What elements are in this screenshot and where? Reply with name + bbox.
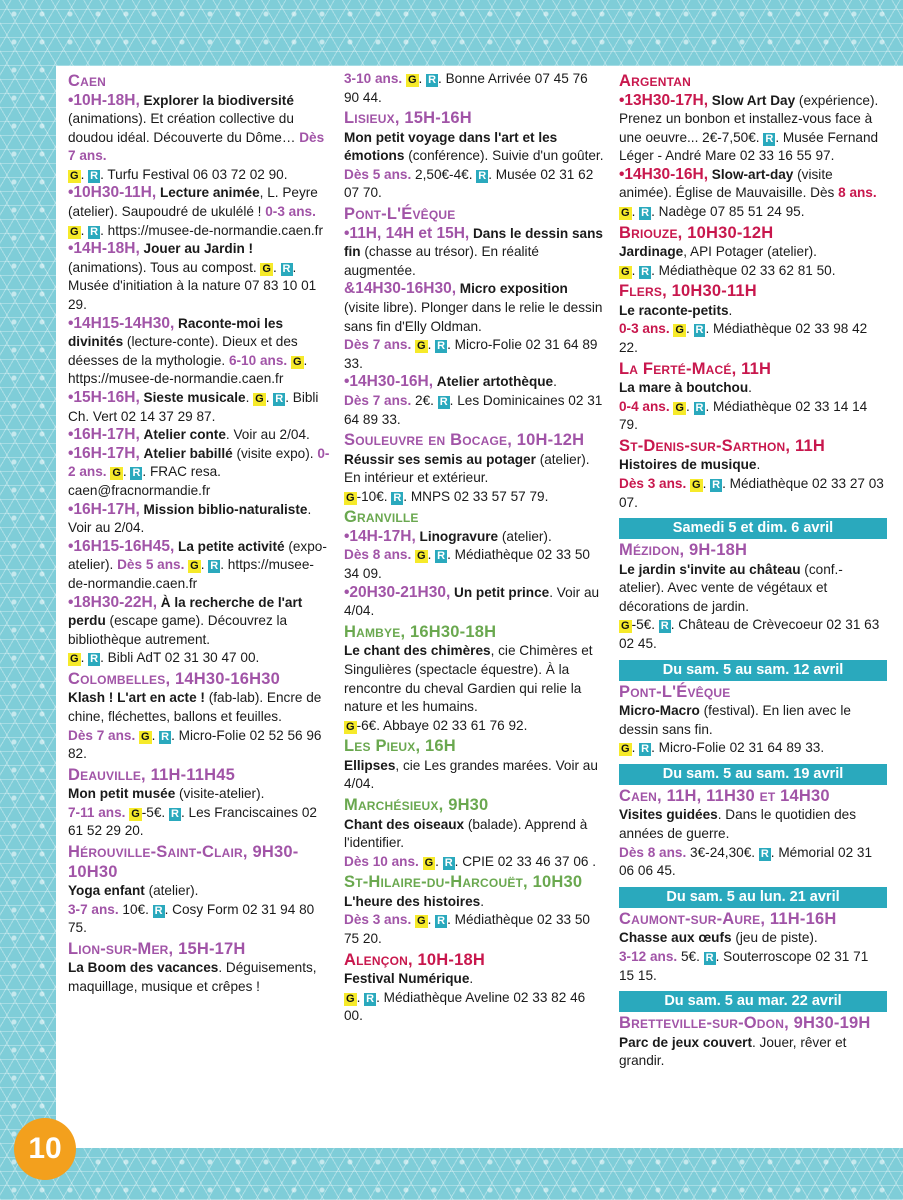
city-heading: Souleuvre en Bocage, 10H-12H [344, 431, 585, 450]
gouter-icon: G [621, 743, 630, 756]
gouter-icon: G [417, 915, 426, 928]
reservation-icon: R [437, 915, 446, 928]
page-content [56, 66, 903, 1148]
reservation-icon: R [444, 856, 453, 869]
event-entry: Histoires de musique. Dès 3 ans. G . R . Médiathèque 02 33 27 03 07. [619, 457, 884, 510]
event-entry: Parc de jeux couvert. Jouer, rêver et grandir. [619, 1034, 847, 1069]
event-entry: Mon petit musée (visite-atelier). 7-11 ans. G -5€. R . Les Franciscaines 02 61 52 29 20. [68, 786, 317, 839]
gouter-icon: G [190, 560, 199, 573]
reservation-icon: R [90, 169, 99, 182]
city-heading: Briouze, 10H30-12H [619, 223, 774, 242]
city-heading: Alençon, 10H-18H [344, 950, 485, 969]
event-entry: Chasse aux œufs (jeu de piste). 3-12 ans. 5€. R . Souterroscope 02 31 71 15 15. [619, 930, 869, 983]
gouter-icon: G [675, 401, 684, 414]
reservation-icon: R [90, 225, 99, 238]
reservation-icon: R [439, 395, 448, 408]
event-entry: •10H-18H, Explorer la biodiversité (animations). Et création collective du doudou idéal. Découverte du Dôme… Dès 7 ans. G . R . Turfu Festival 06 03 72 02 90. [68, 91, 325, 182]
city-heading: Hérouville-Saint-Clair, 9H30-10H30 [68, 843, 299, 881]
gouter-icon: G [141, 730, 150, 743]
city-heading: St-Denis-sur-Sarthon, 11H [619, 436, 825, 455]
reservation-icon: R [132, 467, 141, 480]
gouter-icon: G [70, 225, 79, 238]
event-entry: •10H30-11H, Lecture animée, L. Peyre (atelier). Saupoudré de ukulélé ! 0-3 ans. G . R . https://musee-de-normandie.caen.fr [68, 184, 323, 238]
reservation-icon: R [695, 324, 704, 337]
gouter-icon: G [424, 856, 434, 869]
event-entry: Mon petit voyage dans l'art et les émotions (conférence). Suivie d'un goûter. Dès 5 ans. 2,50€-4€. R . Musée 02 31 62 07 70. [344, 129, 604, 201]
reservation-icon: R [161, 730, 170, 743]
event-entry: •16H-17H, Mission biblio-naturaliste. Voir au 2/04. [68, 500, 312, 536]
gouter-icon: G [292, 355, 302, 368]
gouter-icon: G [621, 207, 630, 220]
city-heading: Mézidon, 9H-18H [619, 541, 748, 560]
reservation-icon: R [366, 992, 375, 1005]
date-banner: Samedi 5 et dim. 6 avril [619, 518, 887, 539]
reservation-icon: R [90, 653, 99, 666]
event-entry: &14H30-16H30, Micro exposition (visite libre). Plonger dans le relie le dessin sans fin d'Elly Oldman. Dès 7 ans. G . R . Micro-Folie 02 31 64 89 33. [344, 280, 603, 371]
reservation-icon: R [210, 560, 219, 573]
reservation-icon: R [660, 620, 669, 633]
city-heading: Argentan [619, 72, 691, 90]
city-heading: Granville [344, 508, 419, 527]
event-entry: •13H30-17H, Slow Art Day (expérience). Prenez un bonbon et installez-vous face à une oeuvre... 2€-7,50€. R . Musée Fernand Léger - André Mare 02 33 16 55 97. [619, 91, 879, 164]
event-entry: Le jardin s'invite au château (conf.-atelier). Avec vente de végétaux et décorations de jardin. G -5€. R . Château de Crèvecoeur 02 31 63 02 45. [619, 561, 880, 652]
gouter-icon: G [346, 992, 355, 1005]
city-heading: Caumont-sur-Aure, 11H-16H [619, 909, 837, 928]
date-banner: Du sam. 5 au lun. 21 avril [619, 887, 887, 908]
reservation-icon: R [695, 401, 704, 414]
event-entry: Visites guidées. Dans le quotidien des années de guerre. Dès 8 ans. 3€-24,30€. R . Mémorial 02 31 06 06 45. [619, 807, 873, 879]
event-entry: •14H-17H, Linogravure (atelier). Dès 8 ans. G . R . Médiathèque 02 33 50 34 09. [344, 527, 590, 582]
gouter-icon: G [346, 491, 355, 504]
event-entry: •11H, 14H et 15H, Dans le dessin sans fin (chasse au trésor). En réalité augmentée. [344, 224, 603, 278]
gouter-icon: G [255, 393, 264, 405]
page-number: 10 [14, 1118, 76, 1180]
gouter-icon: G [621, 620, 630, 633]
event-entry: Klash ! L'art en acte ! (fab-lab). Encre de chine, fléchettes, ballons et feuilles. Dès 7 ans. G . R . Micro-Folie 02 52 56 96 82. [68, 690, 322, 762]
reservation-icon: R [478, 169, 487, 182]
date-banner: Du sam. 5 au mar. 22 avril [619, 991, 887, 1012]
reservation-icon: R [705, 951, 714, 964]
reservation-icon: R [712, 479, 721, 491]
gouter-icon: G [346, 720, 355, 733]
city-heading: Lisieux, 15H-16H [344, 109, 472, 128]
reservation-icon: R [437, 550, 446, 563]
event-entry: Le chant des chimères, cie Chimères et Singulières (spectacle équestre). À la rencontre du cheval Gardien qui relie la nature et les humains. G -6€. Abbaye 02 33 61 76 92. [344, 643, 593, 733]
gouter-icon: G [131, 807, 140, 820]
reservation-icon: R [275, 393, 284, 405]
event-entry: •18H30-22H, À la recherche de l'art perdu (escape game). Découvrez la bibliothèque autrement. G . R . Bibli AdT 02 31 30 47 00. [68, 593, 303, 666]
event-entry: •15H-16H, Sieste musicale. G . R . Bibli Ch. Vert 02 14 37 29 87. [68, 389, 319, 424]
gouter-icon: G [675, 324, 684, 337]
gouter-icon: G [262, 262, 271, 275]
event-entry: L'heure des histoires. Dès 3 ans. G . R . Médiathèque 02 33 50 75 20. [344, 893, 590, 946]
reservation-icon: R [428, 74, 437, 86]
event-entry: Ellipses, cie Les grandes marées. Voir au 4/04. [344, 757, 598, 792]
gouter-icon: G [70, 169, 79, 182]
city-heading: Flers, 10H30-11H [619, 282, 757, 301]
event-entry: •14H30-16H, Slow-art-day (visite animée). Église de Mauvaisille. Dès 8 ans. G . R . Nadège 07 85 51 24 95. [619, 165, 877, 220]
reservation-icon: R [437, 340, 446, 353]
event-entry: •16H-17H, Atelier babillé (visite expo). 0-2 ans. G . R . FRAC resa. caen@fracnormandie.fr [68, 444, 330, 498]
reservation-icon: R [641, 743, 650, 756]
city-heading: Pont-L'Évêque [344, 205, 456, 224]
gouter-icon: G [70, 653, 79, 666]
reservation-icon: R [154, 904, 163, 917]
reservation-icon: R [760, 847, 769, 860]
reservation-icon: R [282, 262, 291, 275]
city-heading: Caen, 11H, 11H30 et 14H30 [619, 786, 830, 805]
city-heading: Marchésieux, 9H30 [344, 796, 489, 814]
event-entry: Réussir ses semis au potager (atelier). En intérieur et extérieur. G -10€. R . MNPS 02 33 57 57 79. [344, 451, 590, 504]
reservation-icon: R [765, 132, 774, 145]
event-entry: Micro-Macro (festival). En lien avec le dessin sans fin. G . R . Micro-Folie 02 31 64 89 33. [619, 703, 851, 756]
event-entry: •16H-17H, Atelier conte. Voir au 2/04. [68, 426, 310, 444]
city-heading: Bretteville-sur-Odon, 9H30-19H [619, 1014, 871, 1033]
gouter-icon: G [407, 74, 417, 86]
date-banner: Du sam. 5 au sam. 19 avril [619, 764, 887, 785]
event-entry: Jardinage, API Potager (atelier). G . R . Médiathèque 02 33 62 81 50. [619, 244, 836, 278]
gouter-icon: G [621, 265, 630, 278]
gouter-icon: G [112, 467, 121, 480]
city-heading: Colombelles, 14H30-16H30 [68, 669, 280, 688]
city-heading: Caen [68, 72, 107, 90]
event-entry: La Boom des vacances. Déguisements, maquillage, musique et crêpes ! [68, 960, 317, 994]
event-entry: •16H15-16H45, La petite activité (expo-atelier). Dès 5 ans. G . R . https://musee-de-normandie.caen.fr [68, 537, 327, 591]
event-entry: La mare à boutchou. 0-4 ans. G . R . Médiathèque 02 33 14 14 79. [619, 380, 868, 433]
event-entry: •20H30-21H30, Un petit prince. Voir au 4/04. [344, 583, 600, 619]
event-entry: Yoga enfant (atelier). 3-7 ans. 10€. R . Cosy Form 02 31 94 80 75. [68, 883, 315, 936]
city-heading: Deauville, 11H-11H45 [68, 765, 235, 784]
gouter-icon: G [417, 340, 426, 353]
city-heading: St-Hilaire-du-Harcouët, 10H30 [344, 873, 583, 892]
event-entry: Chant des oiseaux (balade). Apprend à l'identifier. Dès 10 ans. G . R . CPIE 02 33 46 37 06 . [344, 816, 596, 869]
date-banner: Du sam. 5 au sam. 12 avril [619, 660, 887, 681]
reservation-icon: R [393, 491, 402, 504]
column-3 [619, 70, 887, 1071]
event-entry: Le raconte-petits. 0-3 ans. G . R . Médiathèque 02 33 98 42 22. [619, 302, 868, 356]
column-2 [344, 70, 606, 1026]
reservation-icon: R [641, 207, 650, 220]
event-entry: 3-10 ans. G . R . Bonne Arrivée 07 45 76 90 44. [344, 71, 588, 105]
event-entry: •14H-18H, Jouer au Jardin ! (animations). Tous au compost. G . R . Musée d'initiation à la nature 07 83 10 01 29. [68, 240, 317, 313]
gouter-icon: G [692, 479, 701, 491]
event-entry: •14H30-16H, Atelier artothèque. Dès 7 ans. 2€. R . Les Dominicaines 02 31 64 89 33. [344, 373, 603, 427]
city-heading: Les Pieux, 16H [344, 737, 456, 756]
event-entry: Festival Numérique. G . R . Médiathèque Aveline 02 33 82 46 00. [344, 971, 586, 1024]
city-heading: Lion-sur-Mer, 15H-17H [68, 939, 246, 958]
city-heading: Pont-L'Évêque [619, 682, 731, 701]
column-1 [68, 70, 330, 997]
reservation-icon: R [641, 265, 650, 278]
reservation-icon: R [171, 807, 179, 820]
city-heading: Hambye, 16H30-18H [344, 622, 497, 641]
event-entry: •14H15-14H30, Raconte-moi les divinités (lecture-conte). Dieux et des déesses de la mythologie. 6-10 ans. G . https://musee-de-normandie.caen.fr [68, 314, 308, 387]
city-heading: La Ferté-Macé, 11H [619, 359, 772, 378]
gouter-icon: G [417, 550, 426, 563]
